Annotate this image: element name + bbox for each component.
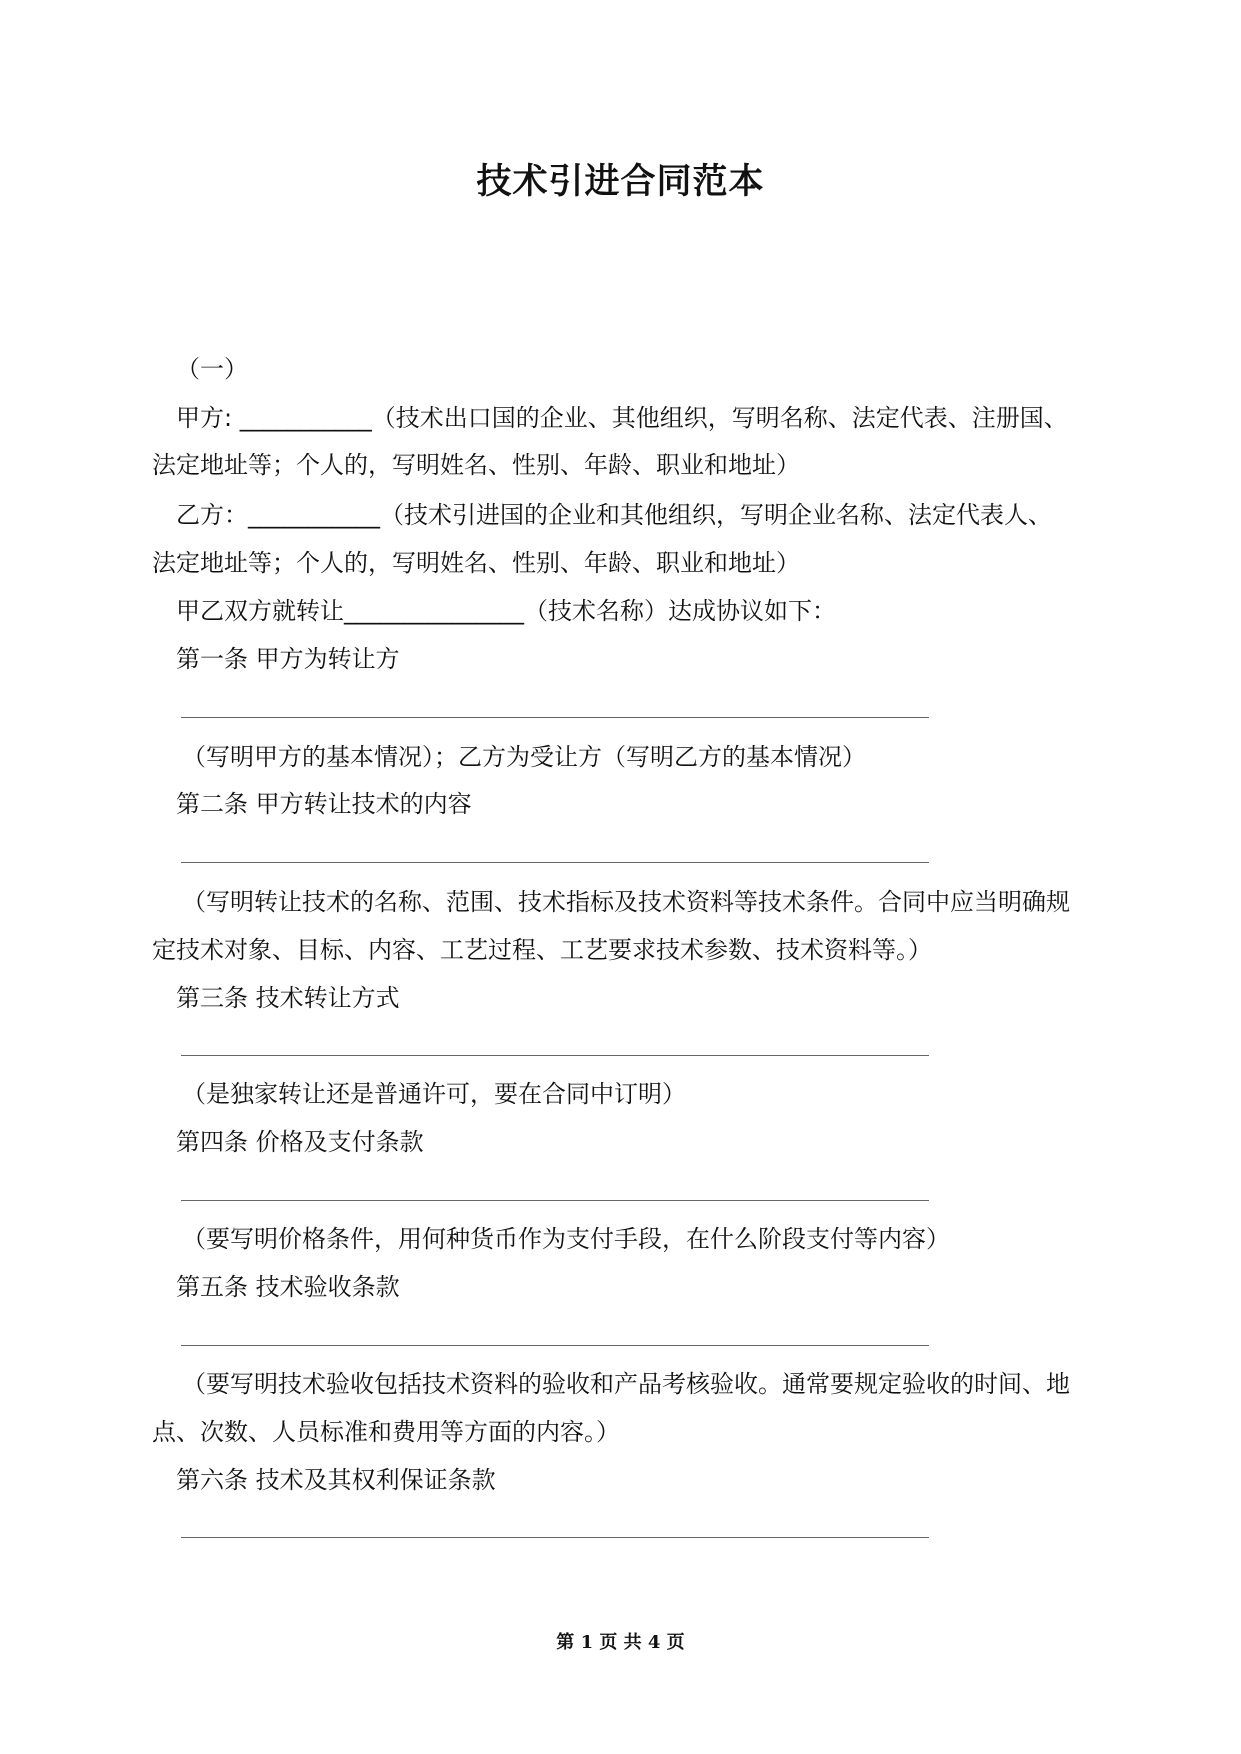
- article-4-heading: 第四条 价格及支付条款: [176, 1128, 424, 1156]
- party-a-line-cont: 法定地址等；个人的，写明姓名、性别、年龄、职业和地址）: [152, 451, 800, 479]
- agreement-intro: 甲乙双方就转让_______________（技术名称）达成协议如下：: [176, 597, 836, 625]
- fill-in-line: [181, 1345, 929, 1346]
- article-4-note: （要写明价格条件，用何种货币作为支付手段，在什么阶段支付等内容）: [182, 1225, 950, 1253]
- fill-in-line: [181, 1055, 929, 1056]
- article-3-note: （是独家转让还是普通许可，要在合同中订明）: [182, 1080, 686, 1108]
- fill-in-line: [181, 1200, 929, 1201]
- section-number: （一）: [176, 355, 248, 383]
- page-number: 第 1 页 共 4 页: [556, 1632, 685, 1653]
- article-5-note: （要写明技术验收包括技术资料的验收和产品考核验收。通常要规定验收的时间、地: [182, 1370, 1070, 1398]
- article-1-note: （写明甲方的基本情况）；乙方为受让方（写明乙方的基本情况）: [182, 743, 866, 771]
- article-3-heading: 第三条 技术转让方式: [176, 984, 400, 1012]
- document-title: 技术引进合同范本: [476, 162, 765, 202]
- article-2-heading: 第二条 甲方转让技术的内容: [176, 790, 472, 818]
- party-b-line-cont: 法定地址等；个人的，写明姓名、性别、年龄、职业和地址）: [152, 549, 800, 577]
- fill-in-line: [181, 862, 929, 863]
- fill-in-line: [181, 1537, 929, 1538]
- article-5-note-cont: 点、次数、人员标准和费用等方面的内容。）: [152, 1418, 620, 1446]
- party-b-line: 乙方：___________（技术引进国的企业和其他组织，写明企业名称、法定代表人、: [176, 501, 1052, 529]
- article-5-heading: 第五条 技术验收条款: [176, 1273, 400, 1301]
- party-a-line: 甲方: ___________（技术出口国的企业、其他组织，写明名称、法定代表、注册国、: [176, 404, 1068, 432]
- article-1-heading: 第一条 甲方为转让方: [176, 645, 400, 673]
- article-2-note: （写明转让技术的名称、范围、技术指标及技术资料等技术条件。合同中应当明确规: [182, 888, 1070, 916]
- article-6-heading: 第六条 技术及其权利保证条款: [176, 1466, 496, 1494]
- article-2-note-cont: 定技术对象、目标、内容、工艺过程、工艺要求技术参数、技术资料等。）: [152, 936, 932, 964]
- fill-in-line: [181, 717, 929, 718]
